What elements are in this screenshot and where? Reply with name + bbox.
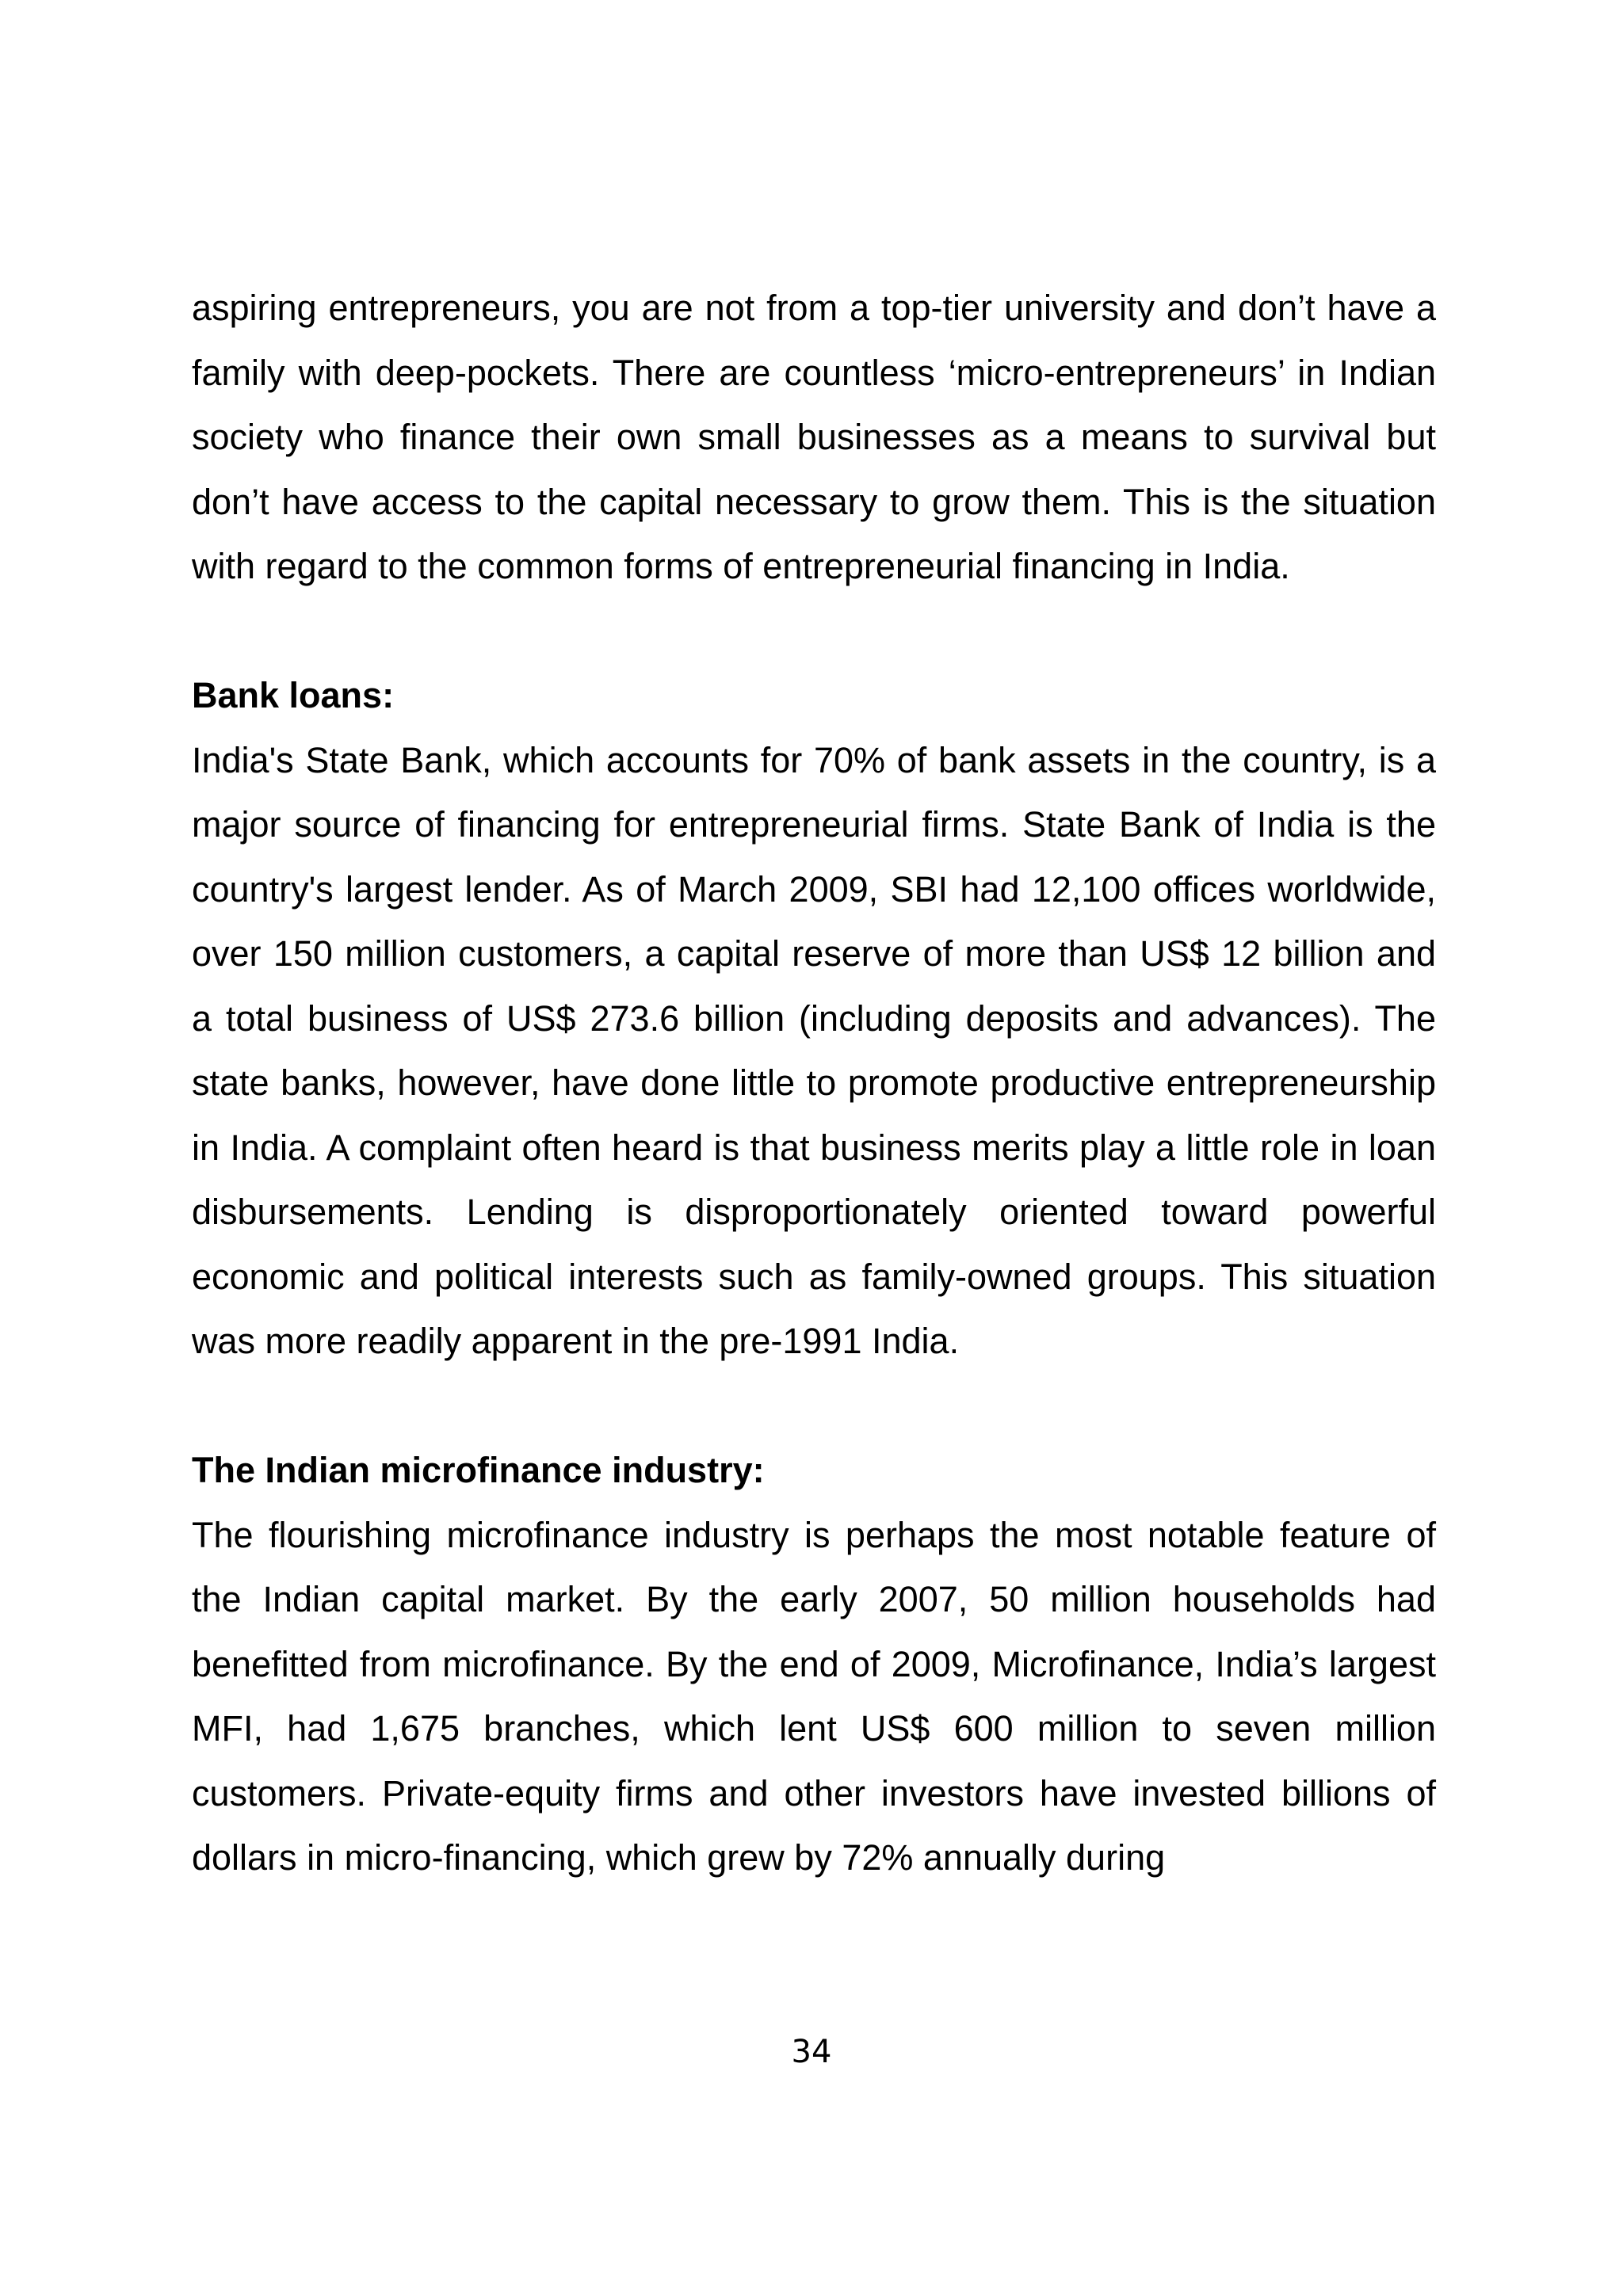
paragraph-spacer (192, 599, 1436, 664)
section-body-microfinance: The flourishing microfinance industry is perhaps the most notable feature of the Indian capital market. By the early 2007, 50 million households had benefitted from microfinance. By the end of 2009, Microfinance, India’s largest MFI, had 1,675 branches, which lent US$ 600 million to seven million customers. Private-equity firms and other investors have invested billions of dollars in micro-financing, which grew by 72% annually during (192, 1514, 1436, 1878)
section-heading-bank-loans: Bank loans: (192, 675, 395, 715)
page-number: 34 (791, 2034, 832, 2070)
paragraph-spacer (192, 1374, 1436, 1439)
intro-paragraph: aspiring entrepreneurs, you are not from a top-tier university and don’t have a family with deep-pockets. There are countless ‘micro-entrepreneurs’ in Indian society who finance their own small businesses as a means to survival but don’t have access to the capital necessary to grow them. This is the situation with regard to the common forms of entrepreneurial financing in India. (192, 288, 1436, 586)
section-heading-microfinance: The Indian microfinance industry: (192, 1450, 765, 1490)
page-content (192, 276, 1436, 1890)
section-body-bank-loans: India's State Bank, which accounts for 70% of bank assets in the country, is a major source of financing for entrepreneurial firms. State Bank of India is the country's largest lender. As of March 2009, SBI had 12,100 offices worldwide, over 150 million customers, a capital reserve of more than US$ 12 billion and a total business of US$ 273.6 billion (including deposits and advances). The state banks, however, have done little to promote productive entrepreneurship in India. A complaint often heard is that business merits play a little role in loan disbursements. Lending is disproportionately oriented toward powerful economic and political interests such as family-owned groups. This situation was more readily apparent in the pre-1991 India. (192, 739, 1436, 1361)
